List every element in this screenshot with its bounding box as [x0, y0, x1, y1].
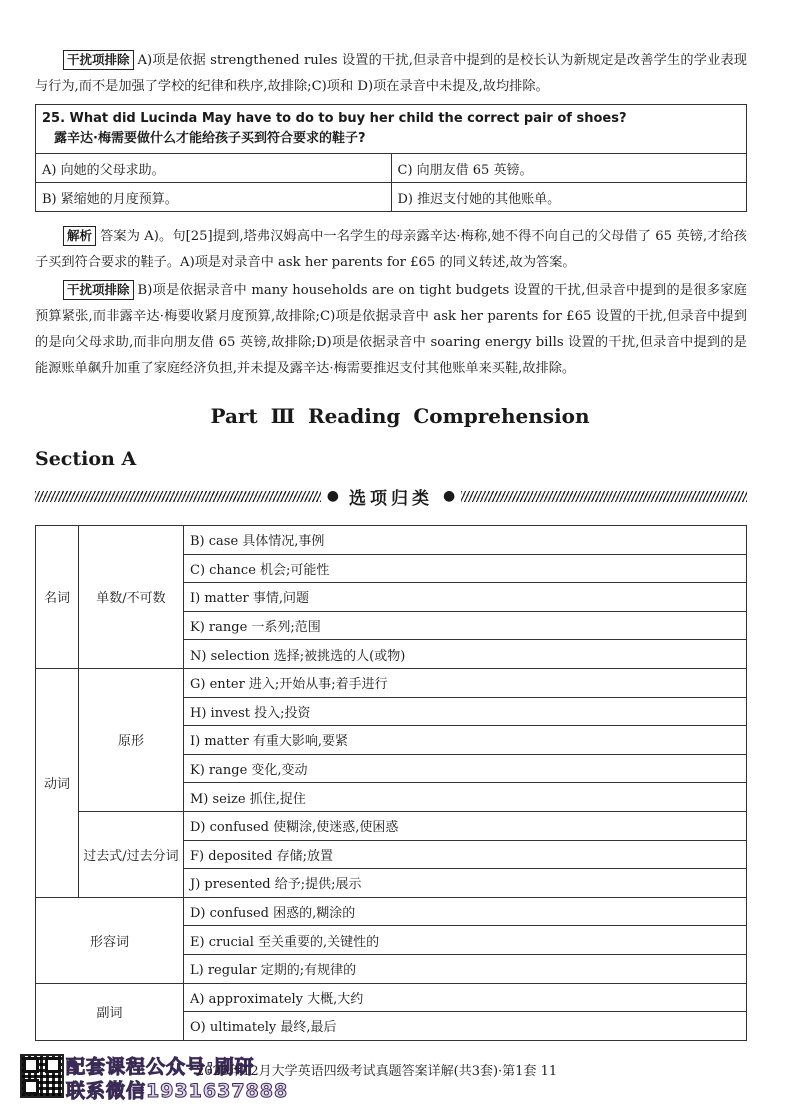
page-footer — [0, 1048, 800, 1108]
question-25-stem — [36, 105, 747, 154]
distractor-analysis-24 — [35, 48, 747, 100]
watermark-line-1: 配套课程公众号:刷研 — [66, 1056, 255, 1078]
vocab-item: N) selection 选择;被挑选的人(或物) — [184, 640, 747, 669]
section-title: Section A — [35, 448, 137, 470]
bullet-icon: ● — [443, 488, 456, 504]
question-25-table — [35, 104, 747, 212]
answer-analysis-25 — [35, 224, 747, 276]
category-adjective: 形容词 — [36, 897, 184, 983]
paragraph-text: B)项是依据录音中 many households are on tight budgets 设置的干扰,但录音中提到的是很多家庭预算紧张,而非露辛达·梅要收紧月度预算,故排除;C)项是依据录音中 ask her parents for £65 设置的干扰,但录音中提到的是向父母求助,而非向朋友借 65 英镑,故排除;D)项是依据录音中 soaring energy bills 设置的干扰,但录音中提到的是能源账单飙升加重了家庭经济负担,并未提及露辛达·梅需要推迟支付其他账单来买鞋,故排除。 — [35, 283, 747, 376]
paragraph-text: 答案为 A)。句[25]提到,塔弗汉姆高中一名学生的母亲露辛达·梅称,她不得不向自己的父母借了 65 英镑,才给孩子买到符合要求的鞋子。A)项是对录音中 ask her parents for £65 的同义转述,故为答案。 — [35, 229, 747, 270]
hatch-divider — [35, 491, 321, 502]
question-25-english: 25. What did Lucinda May have to do to buy her child the correct pair of shoes? — [42, 111, 627, 126]
paragraph-text: A)项是依据 strengthened rules 设置的干扰,但录音中提到的是校长认为新规定是改善学生的学业表现与行为,而不是加强了学校的纪律和秩序,故排除;C)项和 D)项在录音中未提及,故均排除。 — [35, 53, 747, 94]
bullet-icon: ● — [326, 488, 339, 504]
vocab-classification-table — [35, 525, 747, 1041]
question-25-chinese: 露辛达·梅需要做什么才能给孩子买到符合要求的鞋子? — [54, 131, 366, 146]
vocab-item: D) confused 困惑的,糊涂的 — [184, 897, 747, 926]
vocab-item: H) invest 投入;投资 — [184, 697, 747, 726]
vocab-item: O) ultimately 最终,最后 — [184, 1012, 747, 1041]
category-adverb: 副词 — [36, 983, 184, 1040]
vocab-item: M) seize 抓住,捉住 — [184, 783, 747, 812]
vocab-item: A) approximately 大概,大约 — [184, 983, 747, 1012]
option-d: D) 推迟支付她的其他账单。 — [391, 183, 747, 212]
qr-code-icon — [20, 1054, 64, 1098]
subcategory-base-form: 原形 — [79, 668, 184, 811]
category-noun: 名词 — [36, 526, 79, 669]
watermark-line-2: 联系微信1931637888 — [66, 1080, 289, 1102]
vocab-item: G) enter 进入;开始从事;着手进行 — [184, 668, 747, 697]
vocab-item: K) range 变化,变动 — [184, 754, 747, 783]
vocab-item: J) presented 给予;提供;展示 — [184, 869, 747, 898]
distractor-tag: 干扰项排除 — [63, 50, 134, 70]
vocab-item: K) range 一系列;范围 — [184, 611, 747, 640]
footer-page-info: 2025年12月大学英语四级考试真题答案详解(共3套)·第1套 11 — [196, 1064, 558, 1079]
hatch-divider — [461, 491, 747, 502]
distractor-analysis-25 — [35, 278, 747, 382]
option-a: A) 向她的父母求助。 — [36, 154, 392, 183]
banner-title: 选项归类 — [349, 488, 433, 509]
option-b: B) 紧缩她的月度预算。 — [36, 183, 392, 212]
vocab-item: E) crucial 至关重要的,关键性的 — [184, 926, 747, 955]
distractor-tag: 干扰项排除 — [63, 280, 134, 300]
subcategory-past-form: 过去式/过去分词 — [79, 811, 184, 897]
vocab-item: C) chance 机会;可能性 — [184, 554, 747, 583]
vocab-item: L) regular 定期的;有规律的 — [184, 954, 747, 983]
subcategory-singular: 单数/不可数 — [79, 526, 184, 669]
vocab-item: I) matter 有重大影响,要紧 — [184, 726, 747, 755]
part-title: Part Ⅲ Reading Comprehension — [210, 404, 590, 428]
option-c: C) 向朋友借 65 英镑。 — [391, 154, 747, 183]
vocab-item: F) deposited 存储;放置 — [184, 840, 747, 869]
category-verb: 动词 — [36, 668, 79, 897]
vocab-item: D) confused 使糊涂,使迷惑,使困惑 — [184, 811, 747, 840]
vocab-item: B) case 具体情况,事例 — [184, 526, 747, 555]
vocab-item: I) matter 事情,问题 — [184, 583, 747, 612]
analysis-tag: 解析 — [63, 226, 96, 246]
section-banner — [35, 484, 747, 508]
